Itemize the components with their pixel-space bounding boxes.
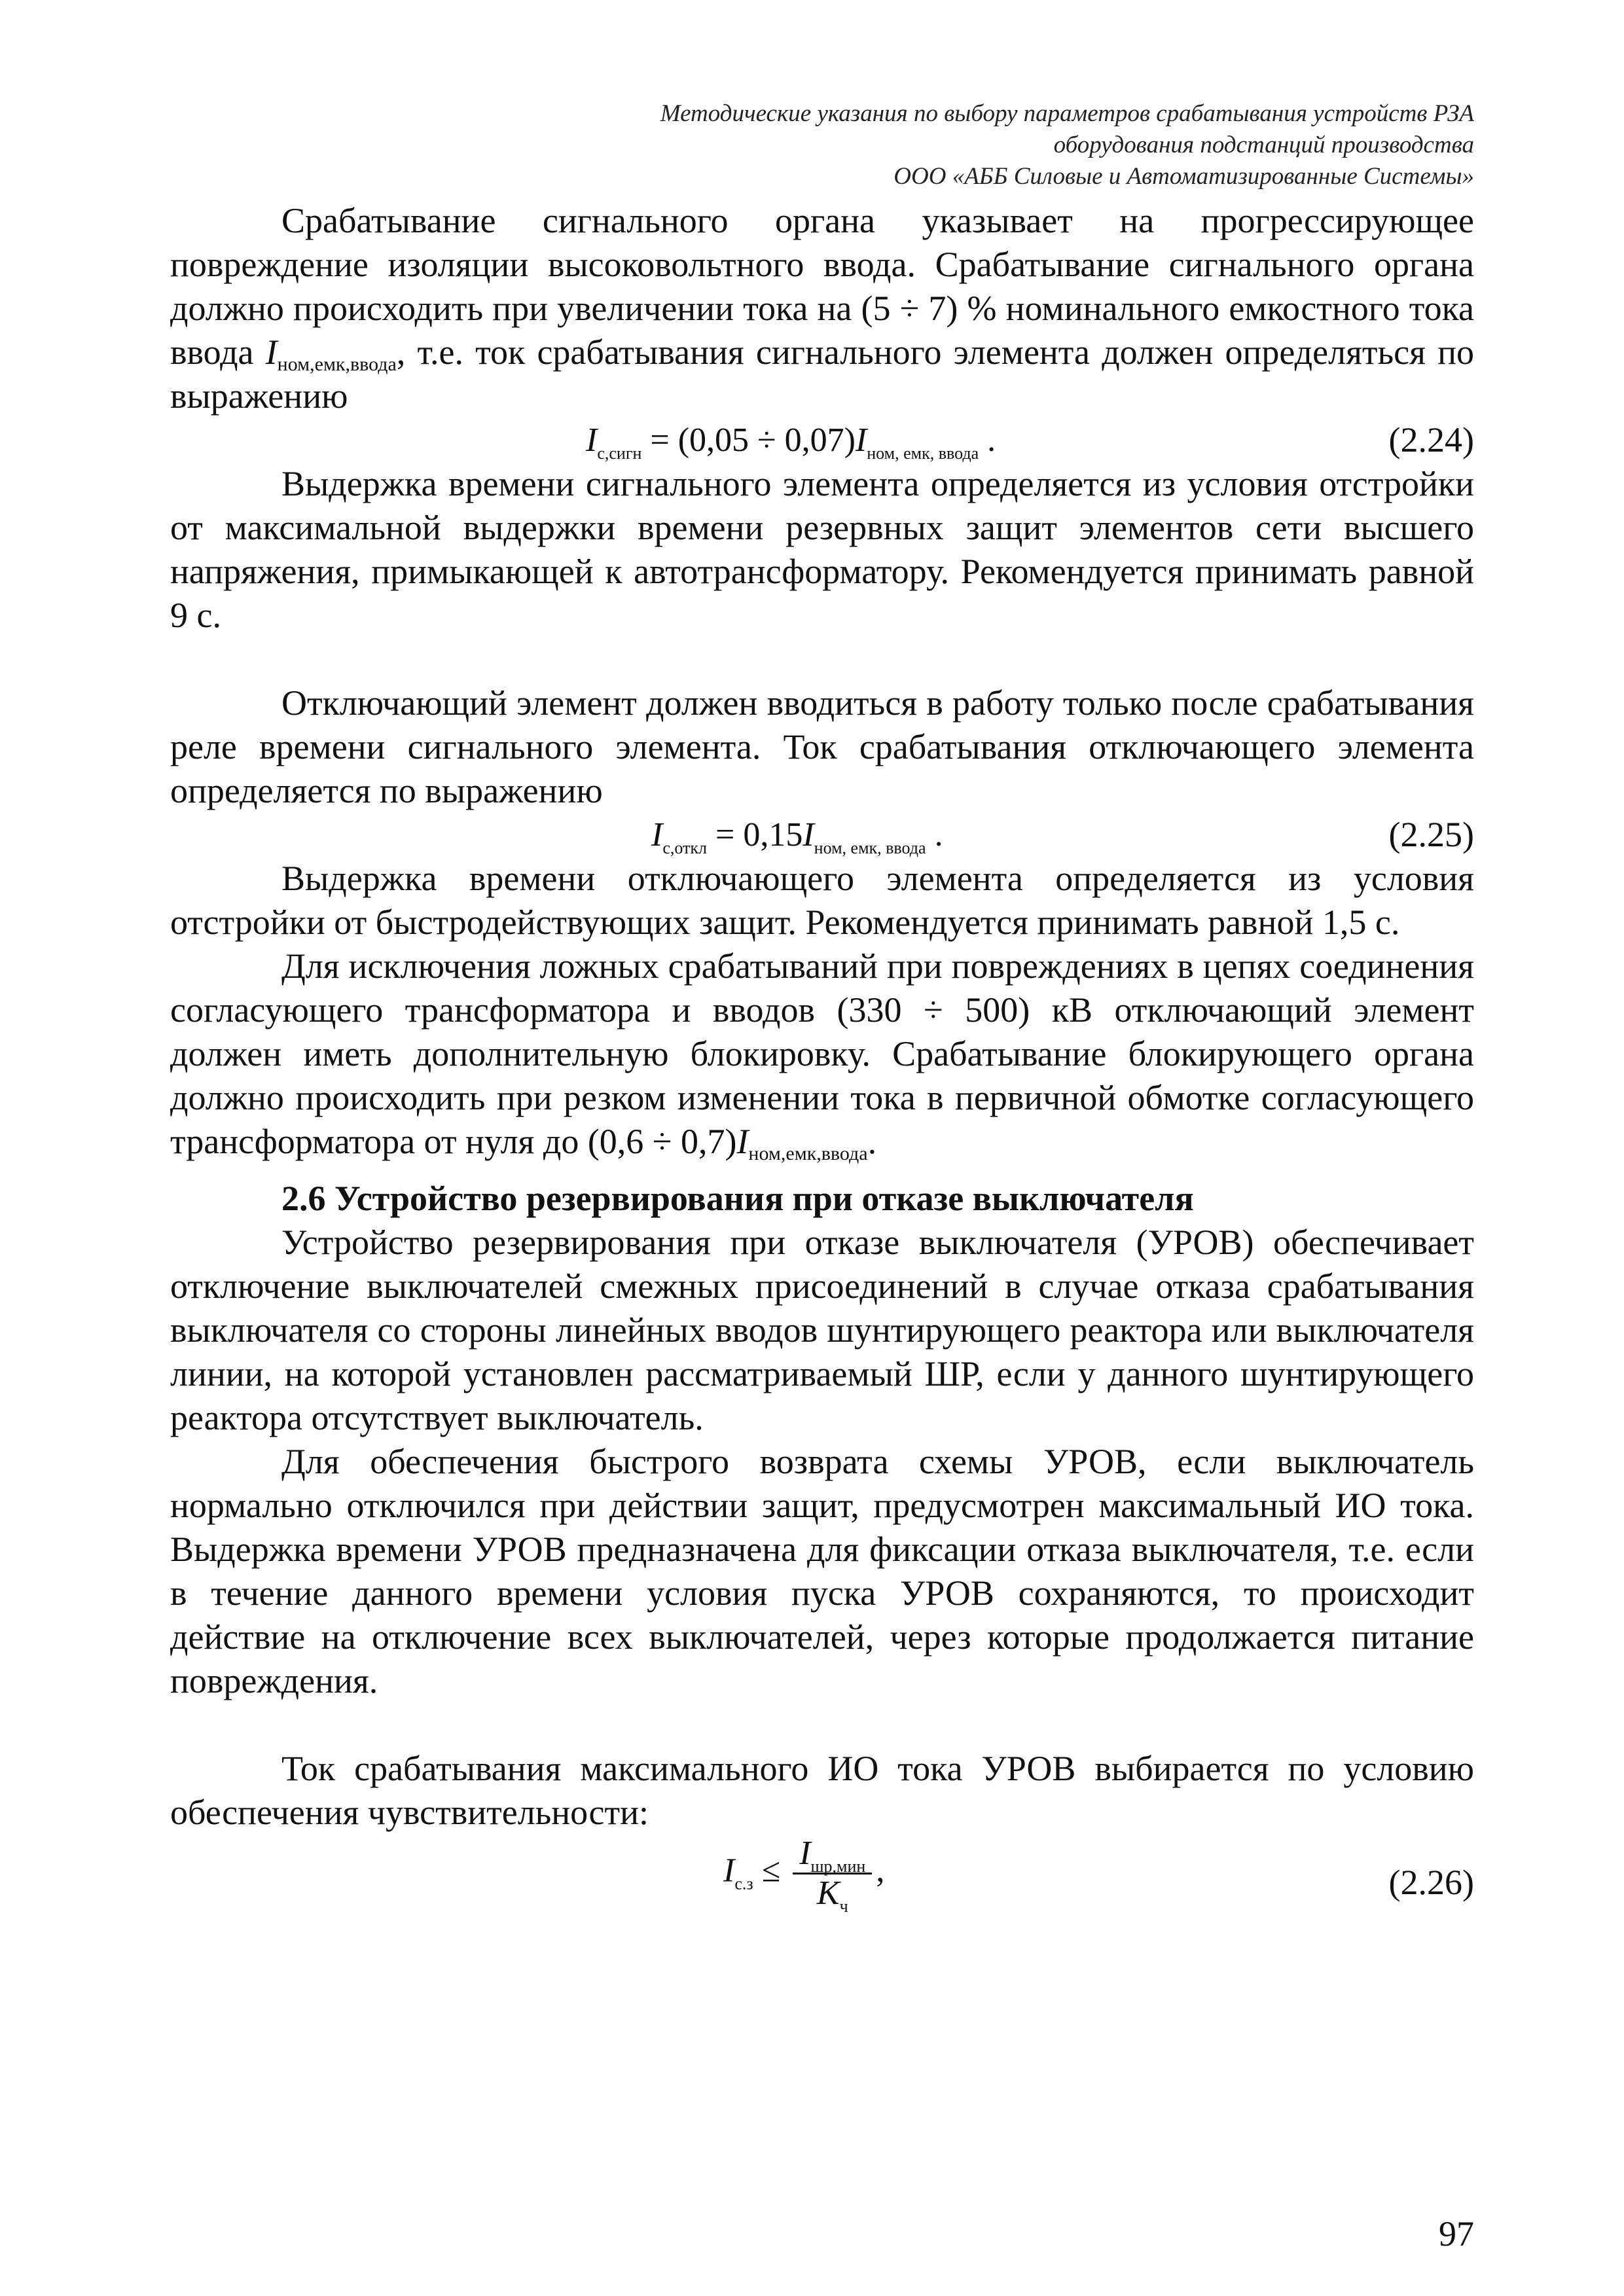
- fraction-numerator: [793, 1835, 872, 1874]
- paragraph-signal-organ: [170, 199, 1474, 418]
- formula-coefficient: = 0,15: [707, 816, 803, 853]
- formula-number: (2.26): [1388, 1863, 1474, 1902]
- formula-2-26: [170, 1835, 1474, 1933]
- formula-lhs-subscript: с,сигн: [597, 444, 642, 463]
- formula-number: (2.24): [1388, 420, 1474, 459]
- current-subscript: ном,емк,ввода: [748, 1143, 868, 1164]
- paragraph-trip-delay: Выдержка времени отключающего элемента определяется из условия отстройки от быстродействующих защит. Рекомендуется принимать равной 1,5 с.: [170, 859, 1474, 942]
- numerator-var: I: [799, 1835, 811, 1872]
- formula-2-24: [170, 418, 1474, 462]
- current-symbol: I: [736, 1122, 749, 1161]
- running-header: [170, 98, 1474, 192]
- header-line-1: Методические указания по выбору параметров срабатывания устройств РЗА: [660, 100, 1474, 127]
- formula-coefficient: = (0,05 ÷ 0,07): [641, 422, 856, 459]
- current-subscript: ном,емк,ввода: [277, 353, 397, 375]
- spacer: [170, 1703, 1474, 1747]
- formula-expression: [723, 1835, 885, 1916]
- spacer: [170, 637, 1474, 681]
- header-line-3: ООО «АББ Силовые и Автоматизированные Системы»: [893, 163, 1474, 190]
- formula-rhs-subscript: ном, емк, ввода: [814, 838, 926, 857]
- denominator-var: K: [816, 1874, 840, 1912]
- formula-lhs: I: [651, 816, 663, 853]
- formula-expression: [586, 418, 996, 462]
- formula-number: (2.25): [1388, 815, 1474, 854]
- paragraph-trip-element: Отключающий элемент должен вводиться в работу только после срабатывания реле времени сигнального элемента. Ток срабатывания отключающего элемента определяется по выражению: [170, 683, 1474, 810]
- paragraph-text: Для исключения ложных срабатываний при повреждениях в цепях соединения согласующего трансформатора и вводов (330 ÷ 500) кВ отключающий элемент должен иметь дополнительную блокировку. Срабатывание блокирующего органа должно происходить при резком изменении тока в первичной обмотке согласующего трансформатора от нуля до (0,6 ÷ 0,7): [170, 946, 1474, 1161]
- document-page: [170, 98, 1474, 2253]
- paragraph-urov-reset: Для обеспечения быстрого возврата схемы УРОВ, если выключатель нормально отключился при действии защит, предусмотрен максимальный ИО тока. Выдержка времени УРОВ предназначена для фиксации отказа выключателя, т.е. если в течение данного времени условия пуска УРОВ сохраняются, то происходит действие на отключение всех выключателей, через которые продолжается питание повреждения.: [170, 1442, 1474, 1700]
- paragraph-signal-delay: Выдержка времени сигнального элемента определяется из условия отстройки от максимальной выдержки времени резервных защит элементов сети высшего напряжения, примыкающей к автотрансформатору. Рекомендуется принимать равной 9 с.: [170, 464, 1474, 635]
- paragraph-blocking: [170, 944, 1474, 1164]
- fraction-denominator: [793, 1874, 872, 1916]
- paragraph-text: .: [867, 1122, 877, 1161]
- formula-lhs: I: [586, 422, 598, 459]
- formula-lhs: I: [723, 1852, 735, 1890]
- formula-end: .: [979, 422, 996, 459]
- formula-rhs-var: I: [803, 816, 814, 853]
- header-line-2: оборудования подстанций производства: [1053, 132, 1474, 158]
- formula-expression: [651, 813, 943, 857]
- formula-operator: ≤: [753, 1852, 789, 1890]
- paragraph-urov-current: Ток срабатывания максимального ИО тока УРОВ выбирается по условию обеспечения чувствительности:: [170, 1749, 1474, 1832]
- current-symbol: I: [265, 332, 278, 372]
- formula-end: ,: [876, 1852, 885, 1890]
- paragraph-text: Срабатывание сигнального органа указывает на прогрессирующее повреждение изоляции высоковольтного ввода. Срабатывание сигнального органа должно происходить при увеличении тока на (5 ÷ 7) % номинального емкостного тока ввода: [170, 201, 1474, 372]
- formula-2-25: [170, 813, 1474, 857]
- formula-lhs-subscript: с.з: [734, 1874, 753, 1893]
- section-heading: 2.6 Устройство резервирования при отказе выключателя: [281, 1179, 1194, 1218]
- formula-rhs-subscript: ном, емк, ввода: [867, 444, 979, 463]
- numerator-subscript: шр,мин: [810, 1857, 866, 1876]
- page-number: 97: [1439, 2214, 1474, 2253]
- denominator-subscript: ч: [839, 1897, 848, 1916]
- paragraph-text: , т.е. ток срабатывания сигнального элемента должен определяться по выражению: [170, 332, 1474, 416]
- formula-end: .: [926, 816, 943, 853]
- formula-fraction: [793, 1835, 872, 1916]
- formula-lhs-subscript: с,откл: [662, 838, 707, 857]
- paragraph-urov-intro: Устройство резервирования при отказе выключателя (УРОВ) обеспечивает отключение выключателей смежных присоединений в случае отказа срабатывания выключателя со стороны линейных вводов шунтирующего реактора или выключателя линии, на которой установлен рассматриваемый ШР, если у данного шунтирующего реактора отсутствует выключатель.: [170, 1223, 1474, 1437]
- formula-rhs-var: I: [855, 422, 867, 459]
